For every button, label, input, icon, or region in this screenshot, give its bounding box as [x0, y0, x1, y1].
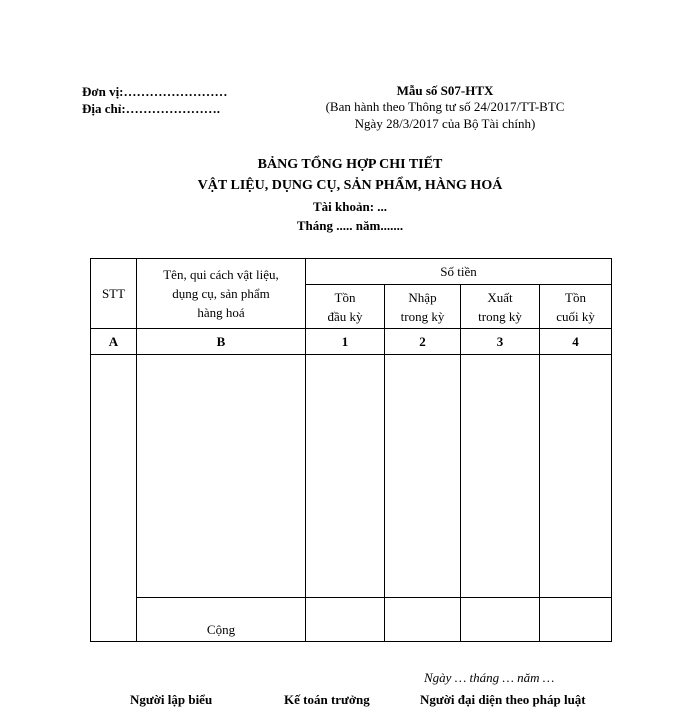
header-item-name-line: Tên, qui cách vật liệu, [163, 267, 279, 282]
footer-date: Ngày … tháng … năm … [424, 670, 555, 685]
total-label: Cộng [206, 622, 236, 637]
body-cell-stt [91, 355, 137, 642]
header-opening-balance [306, 285, 385, 329]
header-col-line: Nhập [408, 289, 437, 305]
column-code: 1 [306, 329, 385, 355]
header-issues [461, 285, 540, 329]
body-cell [461, 355, 540, 598]
body-cell [306, 355, 385, 598]
header-receipts [385, 285, 461, 329]
total-cell [540, 598, 612, 642]
header-item-name-line: dụng cụ, sản phẩm [172, 286, 270, 301]
header-item-name-line: hàng hoá [197, 305, 245, 320]
header-col-line: trong kỳ [400, 308, 445, 324]
account-line: Tài khoản: ... [312, 199, 388, 214]
column-code-row [91, 329, 612, 355]
header-col-line: trong kỳ [478, 308, 522, 324]
header-col-line: Tồn [565, 289, 586, 305]
column-code: 2 [385, 329, 461, 355]
column-code: 4 [540, 329, 612, 355]
total-cell [461, 598, 540, 642]
address-line: Địa chỉ:…………………. [82, 101, 220, 116]
signer-legal-representative: Người đại diện theo pháp luật [420, 692, 586, 707]
header-item-name [137, 259, 306, 329]
header-col-line: đầu kỳ [327, 308, 363, 324]
column-code: 3 [461, 329, 540, 355]
total-label-cell [137, 598, 306, 642]
page-title: BẢNG TỔNG HỢP CHI TIẾT [257, 157, 443, 172]
form-issue-note: (Ban hành theo Thông tư số 24/2017/TT-BTC [325, 99, 565, 114]
header-money-label: Số tiền [440, 264, 477, 279]
header-col-line: Xuất [487, 289, 513, 305]
body-cell [137, 355, 306, 598]
page-subtitle: VẬT LIỆU, DỤNG CỤ, SẢN PHẨM, HÀNG HOÁ [197, 178, 503, 193]
body-cell [540, 355, 612, 598]
table-body-row [91, 355, 612, 598]
signer-chief-accountant: Kế toán trưởng [284, 692, 370, 707]
column-code: B [137, 329, 306, 355]
signer-preparer: Người lập biểu [130, 692, 213, 707]
column-code: A [91, 329, 137, 355]
form-code: Mẫu số S07-HTX [396, 83, 494, 98]
body-cell [385, 355, 461, 598]
header-closing-balance [540, 285, 612, 329]
period-line: Tháng ..... năm....... [296, 218, 404, 233]
ledger-table [90, 258, 612, 642]
header-stt [91, 259, 137, 329]
unit-line: Đơn vị:…………………… [82, 84, 228, 99]
header-col-line: cuối kỳ [556, 308, 595, 324]
header-col-line: Tồn [334, 289, 356, 305]
total-row [91, 598, 612, 642]
header-stt-label: STT [101, 286, 126, 301]
total-cell [306, 598, 385, 642]
total-cell [385, 598, 461, 642]
header-money [306, 259, 612, 285]
form-issue-date: Ngày 28/3/2017 của Bộ Tài chính) [354, 116, 536, 131]
